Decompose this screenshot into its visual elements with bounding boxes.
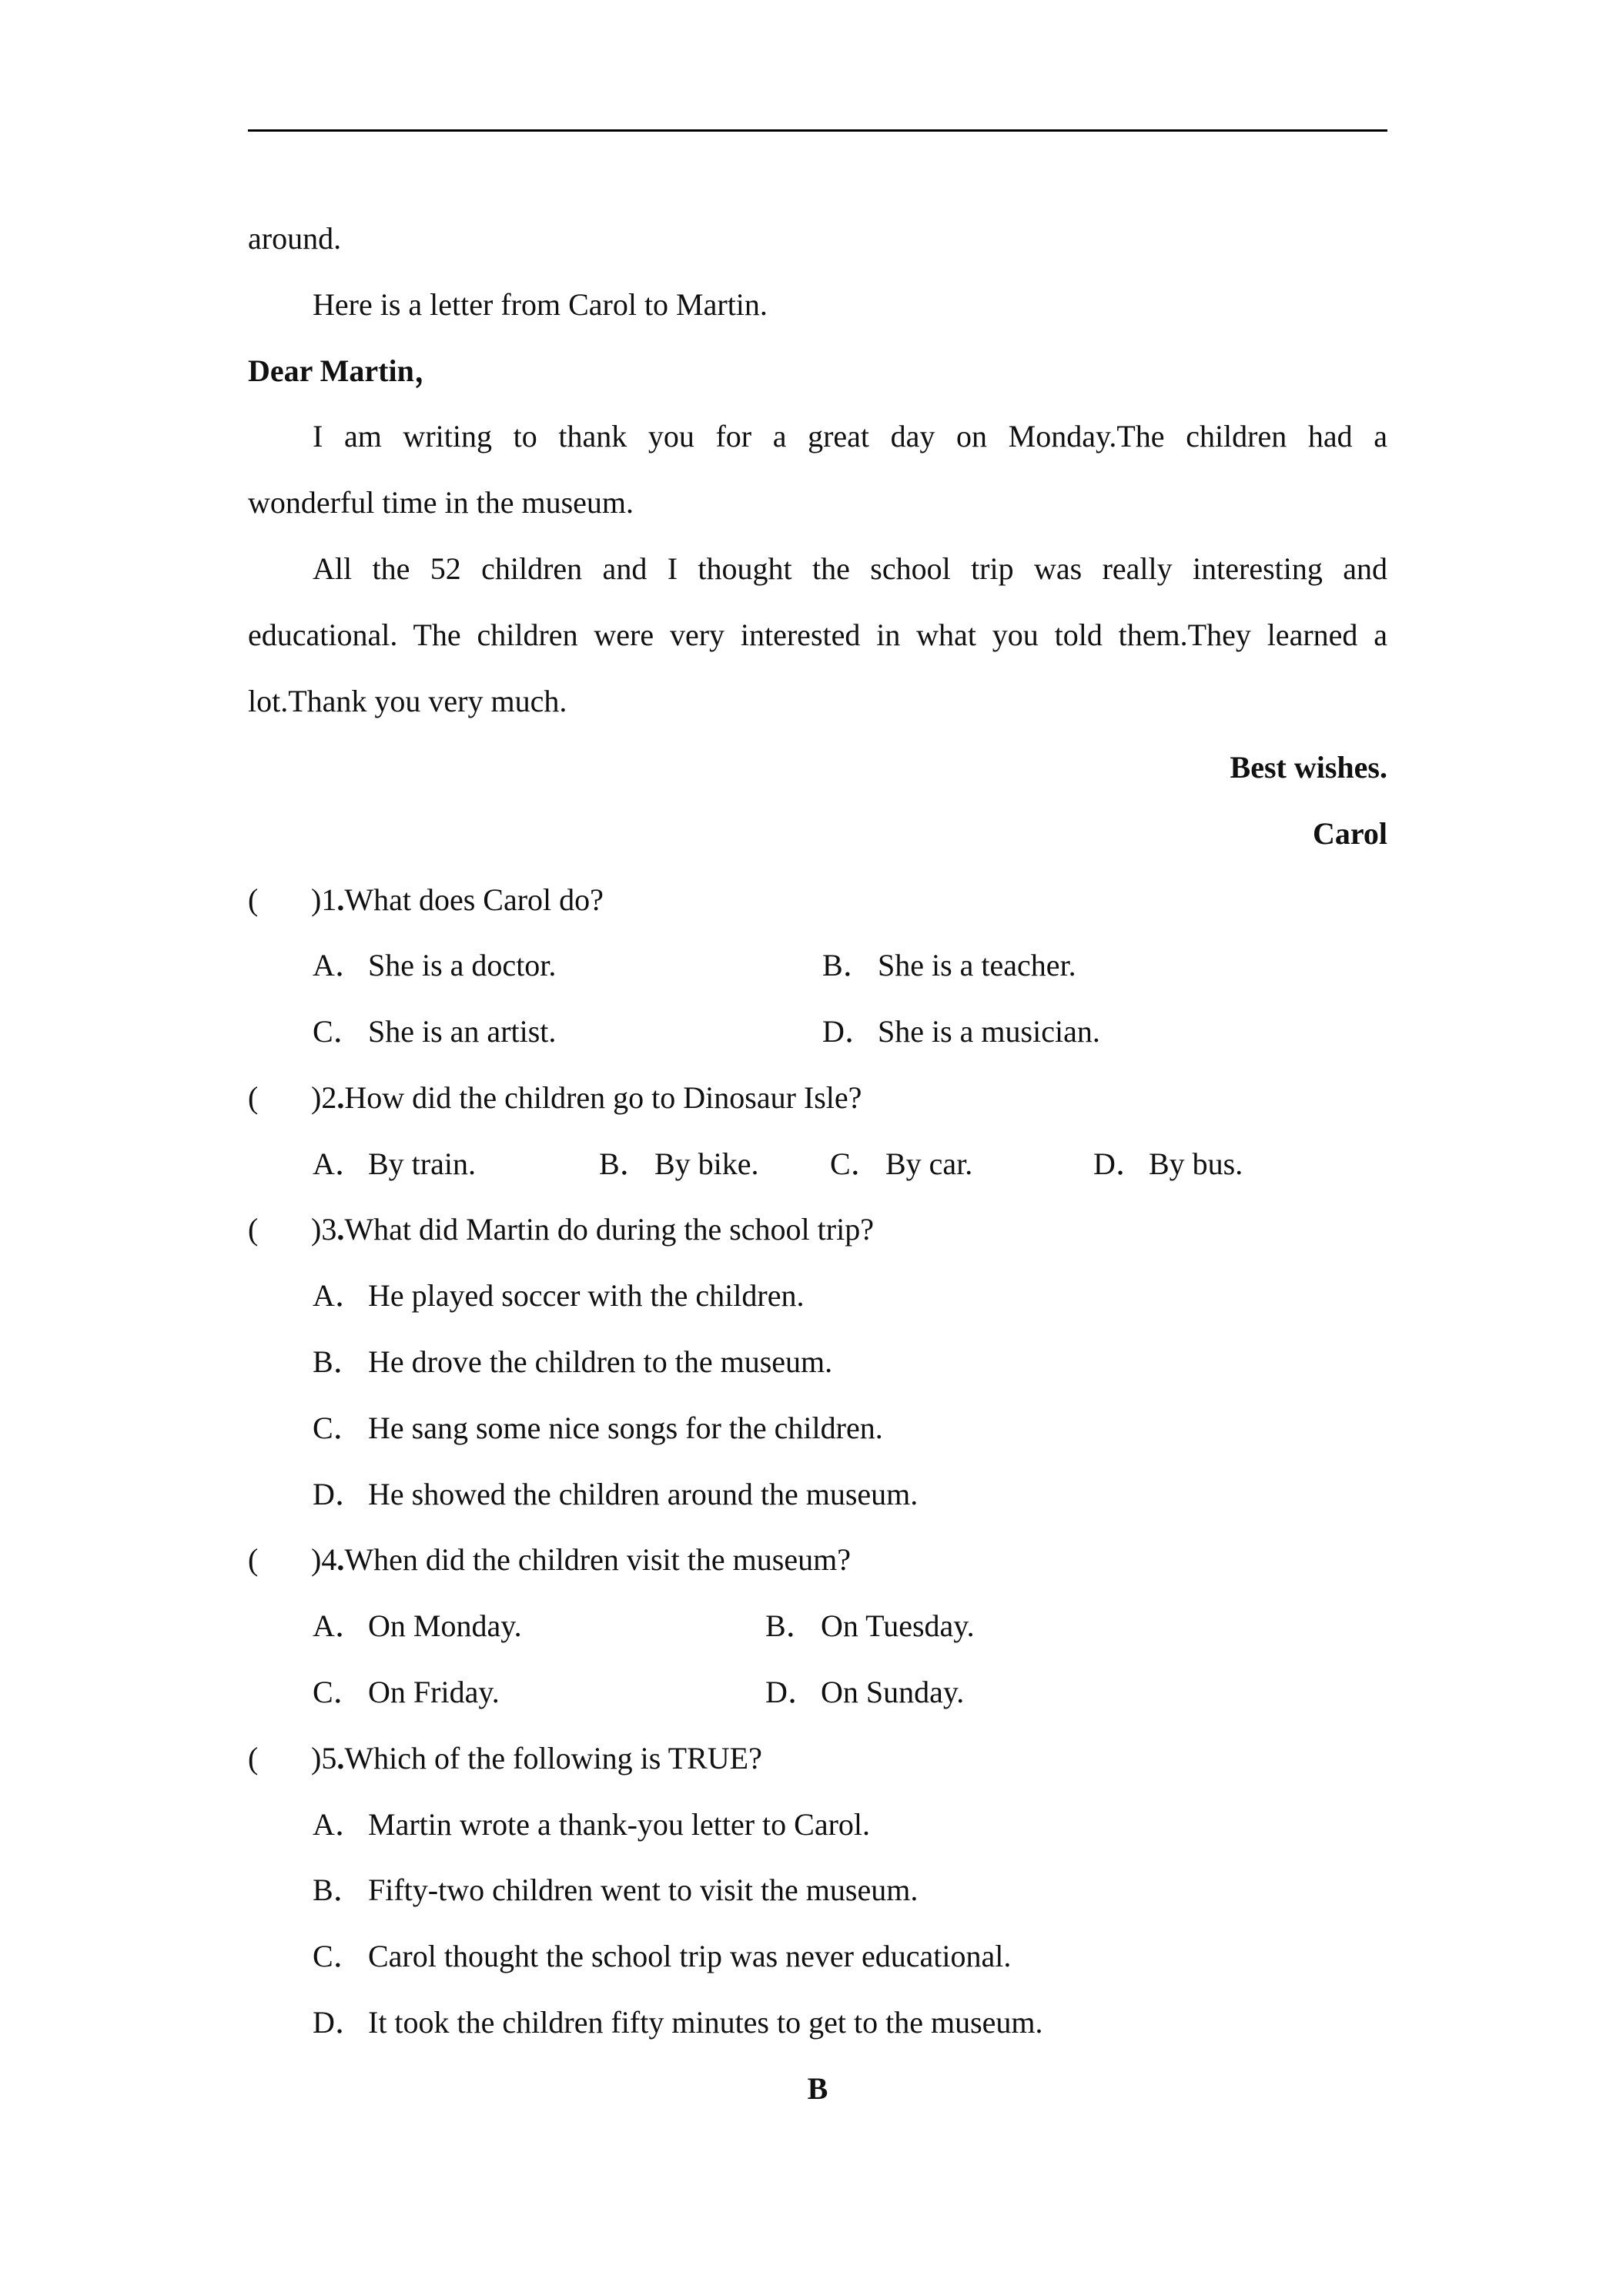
question-text: Which of the following is TRUE? bbox=[344, 1741, 762, 1776]
option-2a: A．By train. bbox=[313, 1146, 476, 1181]
question-number: 3 bbox=[321, 1212, 337, 1247]
option-4b: B． On Tuesday. bbox=[765, 1608, 975, 1643]
option-5d: D．It took the children fifty minutes to get to the museum. bbox=[313, 2005, 1043, 2040]
option-2b: B． By bike. bbox=[599, 1146, 759, 1181]
section-label: B bbox=[807, 2071, 828, 2106]
option-3a: A．He played soccer with the children. bbox=[313, 1278, 805, 1313]
letter-paragraph-2-line-3: lot.Thank you very much. bbox=[248, 684, 567, 718]
answer-blank[interactable]: ( bbox=[248, 1542, 259, 1577]
option-4d: D．On Sunday. bbox=[765, 1675, 965, 1709]
letter-paragraph-2-line-1: All the 52 children and I thought the school trip was really interesting and bbox=[313, 551, 1387, 586]
question-number: 4 bbox=[321, 1542, 337, 1577]
option-5c: C． Carol thought the school trip was never educational. bbox=[313, 1939, 1012, 1973]
answer-blank[interactable]: ( bbox=[248, 1080, 259, 1115]
option-3d: D．He showed the children around the museum. bbox=[313, 1477, 919, 1511]
letter-paragraph-2-line-2: educational. The children were very interested in what you told them.They learned a bbox=[248, 618, 1387, 652]
option-1c: C． She is an artist. bbox=[313, 1014, 557, 1049]
question-number: 1 bbox=[321, 882, 337, 917]
option-4c: C． On Friday. bbox=[313, 1675, 500, 1709]
answer-blank[interactable]: ( bbox=[248, 882, 259, 917]
letter-closing: Best wishes. bbox=[1230, 750, 1387, 785]
option-5b: B． Fifty-two children went to visit the museum. bbox=[313, 1873, 919, 1907]
answer-blank[interactable]: ( bbox=[248, 1741, 259, 1776]
letter-signature: Carol bbox=[1312, 816, 1387, 851]
option-1b: B． She is a teacher. bbox=[822, 948, 1076, 982]
question-1: ( )1.What does Carol do? bbox=[248, 882, 604, 917]
option-1a: A．She is a doctor. bbox=[313, 948, 557, 982]
passage-line-around: around. bbox=[248, 221, 342, 256]
question-5: ( )5.Which of the following is TRUE? bbox=[248, 1741, 762, 1776]
question-2: ( )2.How did the children go to Dinosaur Isle? bbox=[248, 1080, 862, 1115]
question-4: ( )4.When did the children visit the museum? bbox=[248, 1542, 851, 1577]
question-text: When did the children visit the museum? bbox=[344, 1542, 851, 1577]
question-text: How did the children go to Dinosaur Isle? bbox=[344, 1080, 862, 1115]
question-text: What did Martin do during the school trip? bbox=[344, 1212, 874, 1247]
letter-paragraph-1-line-1: I am writing to thank you for a great day on Monday.The children had a bbox=[313, 419, 1387, 454]
question-3: ( )3.What did Martin do during the school trip? bbox=[248, 1212, 874, 1247]
option-2d: D．By bus. bbox=[1093, 1146, 1243, 1181]
header-rule bbox=[248, 129, 1387, 132]
option-3c: C． He sang some nice songs for the children. bbox=[313, 1411, 883, 1445]
letter-paragraph-1-line-2: wonderful time in the museum. bbox=[248, 485, 634, 520]
option-2c: C． By car. bbox=[830, 1146, 973, 1181]
passage-intro: Here is a letter from Carol to Martin. bbox=[313, 287, 768, 322]
letter-salutation: Dear Martin， bbox=[248, 353, 445, 388]
option-4a: A．On Monday. bbox=[313, 1608, 522, 1643]
option-5a: A．Martin wrote a thank-you letter to Carol. bbox=[313, 1807, 871, 1842]
option-1d: D．She is a musician. bbox=[822, 1014, 1100, 1049]
question-number: 2 bbox=[321, 1080, 337, 1115]
option-3b: B． He drove the children to the museum. bbox=[313, 1344, 833, 1379]
question-number: 5 bbox=[321, 1741, 337, 1776]
answer-blank[interactable]: ( bbox=[248, 1212, 259, 1247]
question-text: What does Carol do? bbox=[344, 882, 604, 917]
